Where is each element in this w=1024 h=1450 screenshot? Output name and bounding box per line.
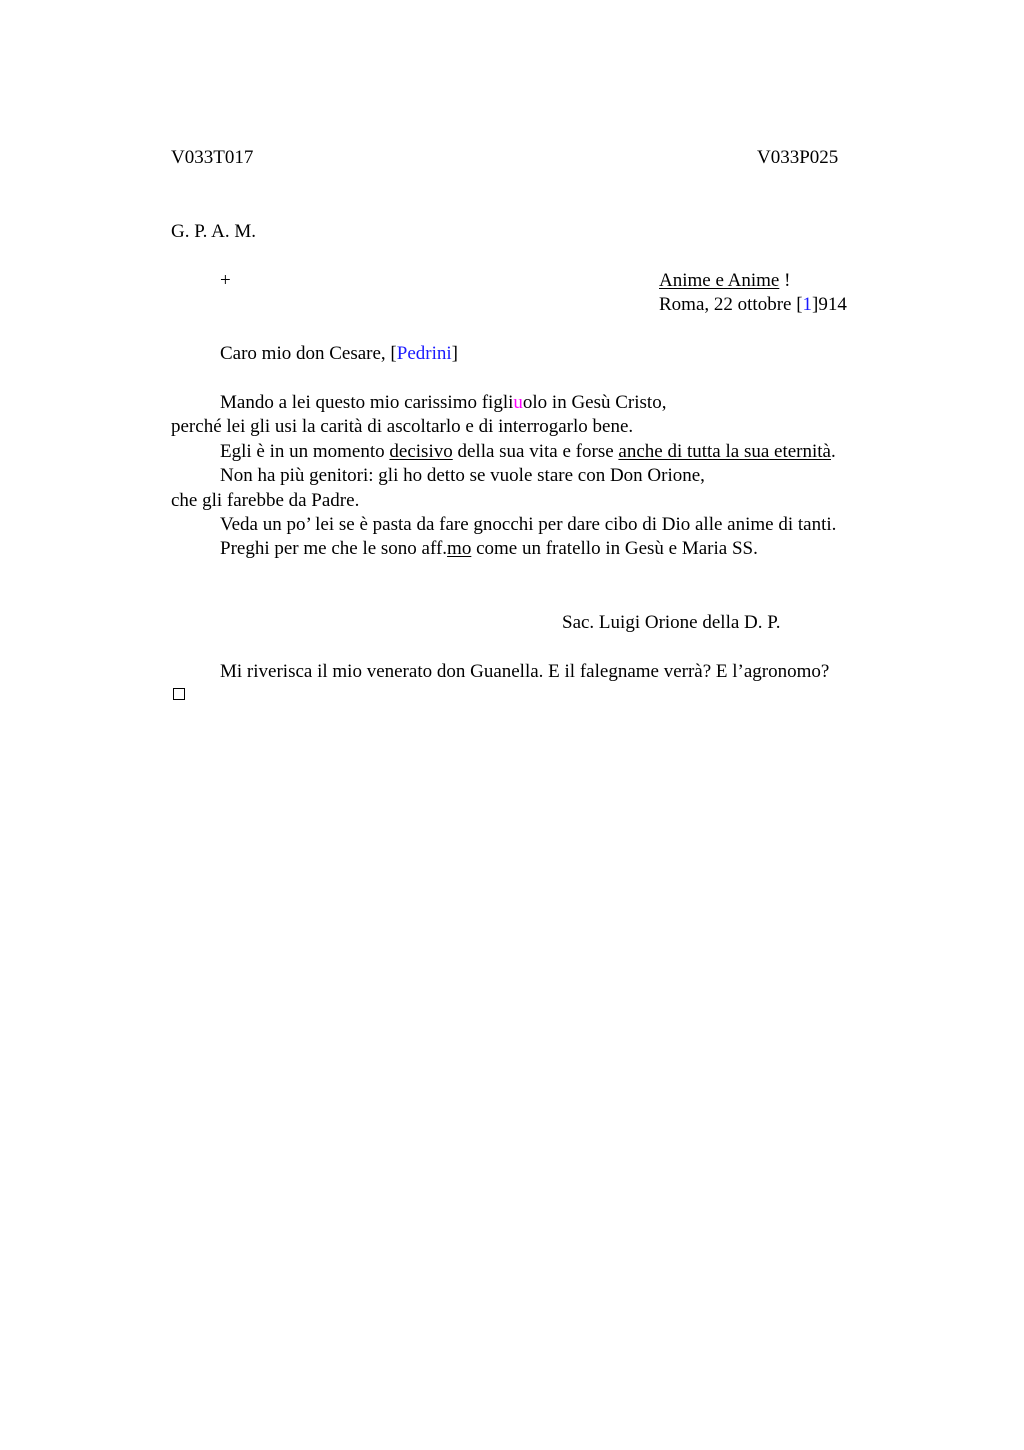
gpam-heading: G. P. A. M. [171, 221, 256, 242]
checkbox-symbol [173, 688, 185, 700]
salutation-prefix: Caro mio don Cesare, [ [220, 343, 397, 364]
body-line-7-underline: mo [447, 538, 472, 559]
body-line-5: che gli farebbe da Padre. [171, 490, 360, 511]
header-left-code: V033T017 [171, 147, 254, 168]
cross-mark: + [220, 270, 231, 291]
body-line-1-a: Mando a lei questo mio carissimo figli [220, 392, 514, 413]
body-line-1 [220, 391, 666, 415]
salutation [220, 342, 458, 366]
body-line-3-a: Egli è in un momento [220, 441, 390, 462]
motto [659, 269, 790, 293]
body-line-3-underline-2: anche di tutta la sua eternità [618, 441, 831, 462]
dateline-editorial: 1 [802, 294, 813, 315]
body-line-7-b: come un fratello in Gesù e Maria SS. [471, 538, 758, 559]
salutation-suffix: ] [451, 343, 458, 364]
body-line-4: Non ha più genitori: gli ho detto se vuole stare con Don Orione, [220, 465, 705, 486]
body-line-7-a: Preghi per me che le sono aff. [220, 538, 448, 559]
signature: Sac. Luigi Orione della D. P. [562, 612, 781, 633]
body-line-2: perché lei gli usi la carità di ascoltarlo e di interrogarlo bene. [171, 416, 634, 437]
salutation-editorial: Pedrini [396, 343, 452, 364]
header-right-code: V033P025 [757, 147, 839, 168]
body-line-3-underline-1: decisivo [389, 441, 453, 462]
body-line-1-b: olo in Gesù Cristo, [522, 392, 667, 413]
body-line-1-correction: u [513, 392, 523, 413]
postscript: Mi riverisca il mio venerato don Guanella. E il falegname verrà? E l’agronomo? [220, 661, 830, 682]
dateline [659, 293, 847, 317]
body-line-6: Veda un po’ lei se è pasta da fare gnocchi per dare cibo di Dio alle anime di tanti. [220, 514, 837, 535]
motto-underlined: Anime e Anime [659, 270, 780, 291]
dateline-suffix: ]914 [812, 294, 847, 315]
body-line-3 [220, 440, 836, 464]
dateline-prefix: Roma, 22 ottobre [ [659, 294, 803, 315]
body-line-7 [220, 537, 758, 561]
body-line-3-c: . [831, 441, 836, 462]
body-line-3-b: della sua vita e forse [452, 441, 619, 462]
motto-suffix: ! [779, 270, 791, 291]
